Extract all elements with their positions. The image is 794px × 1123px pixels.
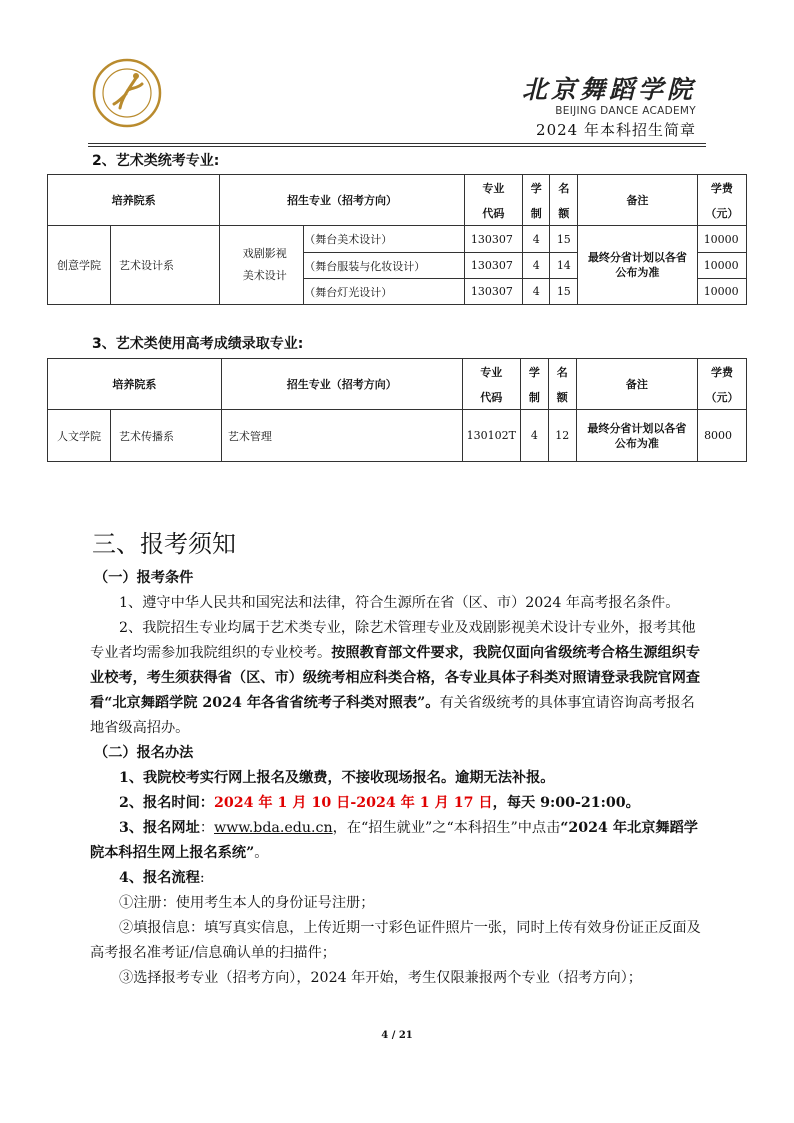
header-code: 专业 代码 xyxy=(462,359,520,410)
quota-cell: 14 xyxy=(550,253,577,279)
header-fee: 学费 （元） xyxy=(698,359,747,410)
school-cell: 人文学院 xyxy=(48,410,111,461)
table-row xyxy=(48,410,747,462)
brand-chinese-name: 北京舞蹈学院 xyxy=(521,75,696,104)
fee-cell: 8000 xyxy=(698,410,747,462)
header-quota: 名 额 xyxy=(548,359,576,410)
fee-cell: 10000 xyxy=(698,226,746,253)
unified-exam-majors-table xyxy=(47,174,747,305)
header-remark: 备注 xyxy=(578,175,698,226)
notice-body xyxy=(90,566,706,991)
school-cell: 创意学院 xyxy=(48,226,111,304)
direction-cell: （舞台服装与化妆设计） xyxy=(304,253,464,279)
paragraph: 1、我院校考实行网上报名及缴费，不接收现场报名。逾期无法补报。 xyxy=(119,770,555,786)
paragraph: 3、报名网址：www.bda.edu.cn，在“招生就业”之“本科招生”中点击“2024 年北京舞蹈学院本科招生网上报名系统”。 xyxy=(90,820,698,861)
brochure-title: 2024 年本科招生简章 xyxy=(536,121,696,139)
subheading-registration: （二）报名办法 xyxy=(94,745,194,761)
code-cell: 130307 xyxy=(465,253,522,279)
table-header-row xyxy=(48,359,747,410)
fee-cell: 10000 xyxy=(703,285,739,298)
years-cell: 4 xyxy=(523,226,549,253)
direction-cell: （舞台灯光设计） xyxy=(304,285,393,299)
header-remark: 备注 xyxy=(576,359,697,410)
paragraph: 4、报名流程: xyxy=(119,870,205,886)
paragraph: ②填报信息：填写真实信息，上传近期一寸彩色证件照片一张，同时上传有效身份证正反面及高考报名准考证/信息确认单的扫描件； xyxy=(90,920,701,961)
department-cell: 艺术传播系 xyxy=(119,429,174,443)
remark-cell: 最终分省计划以各省 公布为准 xyxy=(576,410,697,462)
quota-cell: 12 xyxy=(548,410,576,462)
header-major: 招生专业（招考方向） xyxy=(221,359,462,410)
paragraph: ①注册：使用考生本人的身份证号注册； xyxy=(119,895,375,911)
section-2-heading: 2、艺术类统考专业: xyxy=(92,153,220,169)
quota-cell: 15 xyxy=(550,226,577,253)
department-cell: 艺术设计系 xyxy=(119,259,174,272)
table-header-row xyxy=(48,175,747,226)
paragraph: 1、遵守中华人民共和国宪法和法律，符合生源所在省（区、市）2024 年高考报名条件。 xyxy=(119,595,680,611)
years-cell: 4 xyxy=(532,285,540,298)
code-cell: 130307 xyxy=(465,226,522,253)
paragraph: 2、我院招生专业均属于艺术类专业，除艺术管理专业及戏剧影视美术设计专业外，报考其他专业者均需参加我院组织的专业校考。按照教育部文件要求，我院仅面向省级统考合格生源组织专业校考，考生须获得省（区、市）级统考相应科类合格，各专业具体子科类对照请登录我院官网查看“北京舞蹈学院 2024 年各省省统考子科类对照表”。有关省级统考的具体事宜请咨询高考报名地省级高招办。 xyxy=(90,620,701,736)
paragraph: 2、报名时间：2024 年 1 月 10 日-2024 年 1 月 17 日，每天 9:00-21:00。 xyxy=(119,795,640,811)
subheading-conditions: （一）报考条件 xyxy=(94,570,194,586)
header-quota: 名 额 xyxy=(550,175,578,226)
quota-cell: 15 xyxy=(556,285,571,298)
code-cell: 130102T xyxy=(462,410,520,462)
years-cell: 4 xyxy=(520,410,548,462)
header-dept: 培养院系 xyxy=(48,359,222,410)
registration-dates: 2024 年 1 月 10 日-2024 年 1 月 17 日 xyxy=(214,795,493,811)
page-number: 4 / 21 xyxy=(381,1030,413,1041)
header-code: 专业 代码 xyxy=(464,175,522,226)
fee-cell: 10000 xyxy=(698,253,746,279)
table-row xyxy=(48,226,747,305)
header-fee: 学费 （元） xyxy=(697,175,746,226)
registration-url-link[interactable]: www.bda.edu.cn xyxy=(214,820,333,836)
header-divider-thin xyxy=(88,146,706,147)
years-cell: 4 xyxy=(523,253,549,279)
header-major: 招生专业（招考方向） xyxy=(220,175,465,226)
paragraph: ③选择报考专业（招考方向），2024 年开始，考生仅限兼报两个专业（招考方向）； xyxy=(119,970,642,986)
brand-english-name: BEIJING DANCE ACADEMY xyxy=(555,105,696,117)
notice-title: 三、报考须知 xyxy=(92,530,236,558)
code-cell: 130307 xyxy=(470,285,513,298)
section-3-heading: 3、艺术类使用高考成绩录取专业: xyxy=(92,336,304,352)
header-brand xyxy=(522,76,696,140)
gaokao-majors-table xyxy=(47,358,747,462)
major-cell: 戏剧影视 美术设计 xyxy=(220,226,304,304)
header-divider xyxy=(88,143,706,144)
direction-cell: （舞台美术设计） xyxy=(304,226,464,253)
remark-cell: 最终分省计划以各省 公布为准 xyxy=(578,226,698,305)
major-cell: 艺术管理 xyxy=(221,410,462,462)
header-years: 学 制 xyxy=(522,175,549,226)
academy-logo xyxy=(92,58,162,128)
header-years: 学 制 xyxy=(520,359,548,410)
header-dept: 培养院系 xyxy=(48,175,220,226)
